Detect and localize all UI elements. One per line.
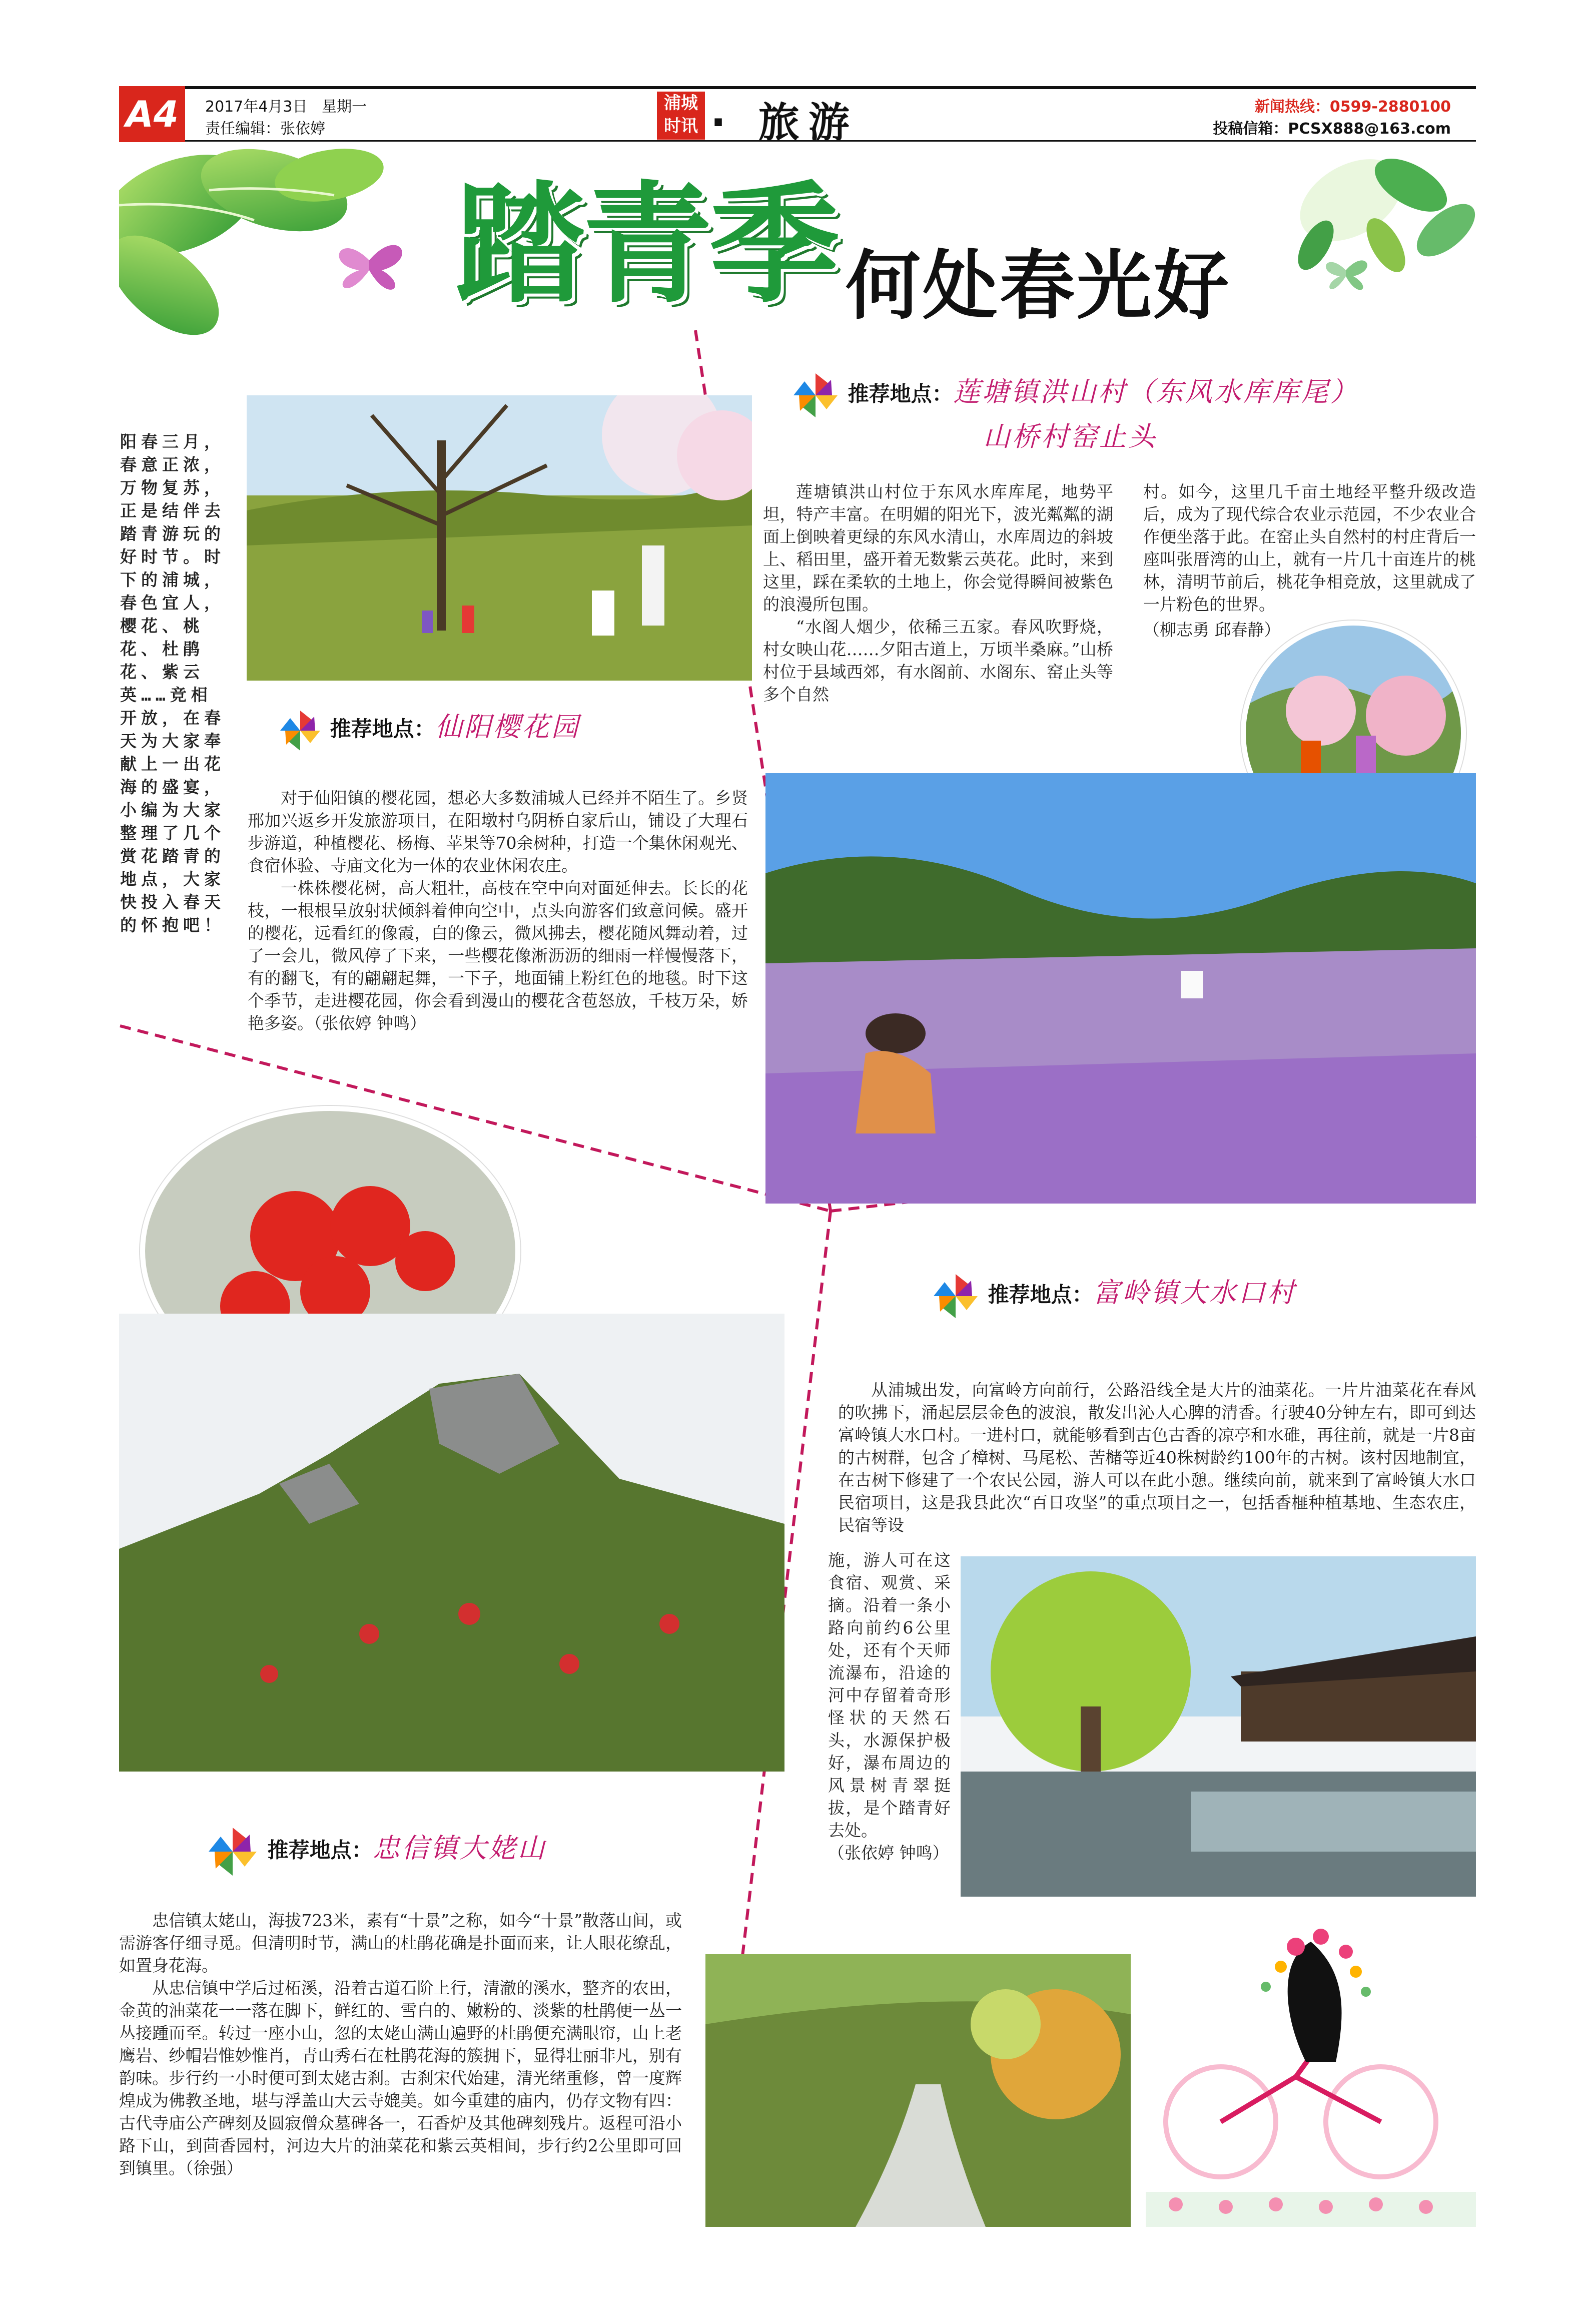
section-title: · 旅游	[710, 99, 859, 147]
spot3-para-1: 从浦城出发，向富岭方向前行，公路沿线全是大片的油菜花。一片片油菜花在春风的吹拂下，涌起层层金色的波浪，散发出沁人心脾的清香。行驶40分钟左右，即可到达富岭镇大水口村。一进村口，就能够看到古色古香的凉亭和水碓，再往前，就是一片8亩的古树群，包含了樟树、马尾松、苦槠等近40株树龄约100年的古树。该村因地制宜，在古树下修建了一个农民公园，游人可以在此小憩。继续向前，就来到了富岭镇大水口民宿项目，这是我县此次“百日攻坚”的重点项目之一，包括香榧种植基地、生态农庄，民宿等设	[838, 1380, 1476, 1535]
spot4-para-2: 从忠信镇中学后过柘溪，沿着古道石阶上行，清澈的溪水，整齐的农田，金黄的油菜花一一落在脚下，鲜红的、雪白的、嫩粉的、淡紫的杜鹃便一丛一丛接踵而至。转过一座小山，忽的太姥山满山遍野的杜鹃便充满眼帘，山上老鹰岩、纱帽岩惟妙惟肖，青山秀石在杜鹃花海的簇拥下，显得壮丽非凡，别有韵味。步行约一小时便可到太姥古刹。古刹宋代始建，清光绪重修，曾一度辉煌成为佛教圣地，堪与浮盖山大云寺媲美。如今重建的庙内，仍存文物有四：古代寺庙公产碑刻及圆寂僧众墓碑各一，石香炉及其他碑刻残片。返程可沿小路下山，到茴香园村，河边大片的油菜花和紫云英相间，步行约2公里即可回到镇里。（徐强）	[119, 1978, 682, 2178]
spot2-para-2: “水阁人烟少，依稀三五家。春风吹野烧，村女映山花……夕阳古道上，万顷半桑麻。”山桥村位于县域西郊，有水阁前、水阁东、窑止头等多个自然	[763, 617, 1113, 704]
spot2-place-line1: 莲塘镇洪山村（东风水库库尾）	[953, 376, 1359, 408]
spot3-byline: （张依婷 钟鸣）	[828, 1843, 949, 1863]
news-hotline: 新闻热线：0599-2880100	[1254, 98, 1451, 116]
spot3-text-narrow	[828, 1549, 951, 1864]
badge-bottom: 时讯	[664, 116, 698, 136]
milk-vetch-field-photo	[765, 773, 1476, 1204]
rec-label: 推荐地点：	[848, 381, 953, 406]
spot2-byline: （柳志勇 邱春静）	[1143, 620, 1281, 640]
rec-label: 推荐地点：	[330, 717, 435, 741]
spot2-place-line2: 山桥村窑止头	[983, 421, 1157, 452]
spot2-text-col2	[1143, 480, 1476, 641]
submission-email: 投稿信箱：PCSX888@163.com	[1213, 120, 1451, 138]
spot3-heading	[931, 1271, 1296, 1321]
spot1-heading	[278, 706, 580, 753]
issue-date: 2017年4月3日	[205, 98, 308, 116]
spot3-text-top	[838, 1379, 1476, 1536]
spot2-text-col1	[763, 480, 1113, 706]
spot2-para-3: 村。如今，这里几千亩土地经平整升级改造后，成为了现代综合农业示范园，不少农业合作便坐落于此。在窑止头自然村的村庄背后一座叫张厝湾的山上，就有一片几十亩连片的桃林，清明节前后，桃花争相竞放，这里就成了一片粉色的世界。	[1143, 482, 1476, 614]
spot1-para-1: 对于仙阳镇的樱花园，想必大多数浦城人已经并不陌生了。乡贤邢加兴返乡开发旅游项目，在阳墩村乌阴桥自家后山，铺设了大理石步游道，种植樱花、杨梅、苹果等70余树种，打造一个集休闲观光、食宿体验、寺庙文化为一体的农业休闲农庄。	[248, 788, 748, 875]
rec-label: 推荐地点：	[988, 1282, 1093, 1307]
issue-weekday: 星期一	[322, 98, 367, 116]
spot4-heading	[205, 1824, 547, 1879]
spot3-para-2: 施，游人可在这食宿、观赏、采摘。沿着一条小路向前约6公里处，还有个天师流瀑布，沿途的河中存留着奇形怪状的天然石头，水源保护极好，瀑布周边的风景树青翠挺拔，是个踏青好去处。	[828, 1550, 951, 1840]
village-bridge-photo	[961, 1556, 1476, 1897]
pinwheel-icon	[205, 1824, 260, 1879]
rec-label: 推荐地点：	[267, 1838, 373, 1863]
spot2-heading-line2	[983, 415, 1157, 454]
spot2-heading	[790, 370, 1359, 420]
spot4-para-1: 忠信镇太姥山，海拔723米，素有“十景”之称，如今“十景”散落山间，或需游客仔细寻觅。但清明时节，满山的杜鹃花确是扑面而来，让人眼花缭乱，如置身花海。	[119, 1911, 682, 1975]
intro-text: 阳春三月，春意正浓，万物复苏，正是结伴去踏青游玩的好时节。时下的浦城，春色宜人，樱花、桃花、杜鹃花、紫云英……竞相开放，在春天为大家奉献上一出花海的盛宴，小编为大家整理了几个赏花踏青的地点，大家快投入春天的怀抱吧！	[120, 432, 225, 935]
spot1-place: 仙阳樱花园	[435, 711, 580, 743]
badge-top: 浦城	[664, 93, 698, 113]
spot1-para-2: 一株株樱花树，高大粗壮，高枝在空中向对面延伸去。长长的花枝，一根根呈放射状倾斜着伸向空中，点头向游客们致意问候。盛开的樱花，远看红的像霞，白的像云，微风拂去，樱花随风舞动着，过了一会儿，微风停了下来，一些樱花像淅沥沥的细雨一样慢慢落下，有的翻飞，有的翩翩起舞，一下子，地面铺上粉红色的地毯。时下这个季节，走进樱花园，你会看到漫山的樱花含苞怒放，千枝万朵，娇艳多姿。（张依婷 钟鸣）	[248, 878, 748, 1033]
spot4-place: 忠信镇大姥山	[372, 1832, 547, 1864]
spot4-text	[119, 1909, 682, 2179]
spot3-place: 富岭镇大水口村	[1093, 1277, 1296, 1309]
pinwheel-icon	[931, 1271, 981, 1321]
cherry-tree-photo	[247, 395, 752, 681]
mount-dalao-photo	[119, 1314, 784, 1772]
flower-girl-bicycle-illustration	[1146, 1912, 1476, 2227]
editor-credit: 责任编辑：张依婷	[205, 120, 325, 138]
page-number: A4	[119, 86, 185, 142]
spot2-para-1: 莲塘镇洪山村位于东风水库库尾，地势平坦，特产丰富。在明媚的阳光下，波光粼粼的湖面上倒映着更绿的东风水清山，水库周边的斜坡上、稻田里，盛开着无数紫云英花。此时，来到这里，踩在柔软的土地上，你会觉得瞬间被紫色的浪漫所包围。	[763, 482, 1113, 614]
page-title: 踏青季	[455, 170, 837, 321]
pinwheel-icon	[278, 708, 323, 753]
page-subtitle: 何处春光好	[846, 243, 1231, 330]
pinwheel-icon	[790, 370, 841, 420]
spot1-text	[248, 787, 748, 1034]
temple-path-photo	[705, 1954, 1131, 2227]
